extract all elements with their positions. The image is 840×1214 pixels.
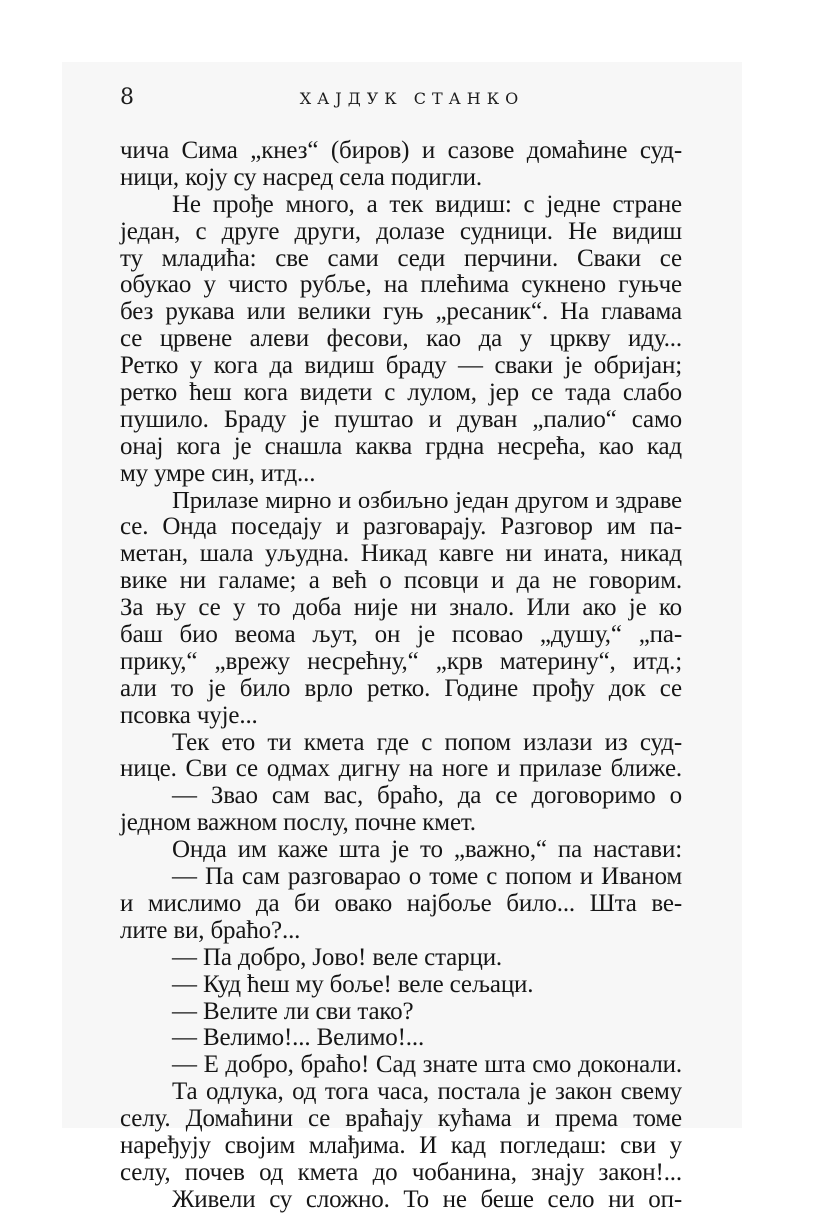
text-line: обукао у чисто рубље, на плећима сукнено гуњче	[120, 271, 682, 299]
text-line: — Па добро, Јово! веле старци.	[172, 943, 503, 971]
text-line: једном важном послу, почне кмет.	[120, 809, 476, 837]
text-line: ници, коју су насред села подигли.	[120, 163, 482, 191]
text-line: вике ни галаме; а већ о псовци и да не говорим.	[120, 567, 682, 595]
text-line: Ретко у кога да видиш браду — сваки је обријан;	[120, 352, 682, 380]
text-line: Живели су сложно. То не беше село ни оп-	[172, 1185, 682, 1213]
text-line: му умре син, итд...	[120, 459, 316, 487]
text-line: се. Онда поседају и разговарају. Разговор им па-	[120, 513, 682, 541]
text-line: псовка чује...	[120, 701, 258, 729]
text-line: — Звао сам вас, браћо, да се договоримо о	[172, 782, 682, 810]
text-line: али то је било врло ретко. Године прођу док се	[120, 674, 682, 702]
text-line: метан, шала уљудна. Никад кавге ни ината, никад	[120, 540, 682, 568]
running-title: ХАЈДУК СТАНКО	[299, 89, 525, 108]
text-line: пушило. Браду је пуштао и дуван „палио“ само	[120, 405, 682, 433]
text-line: — Велимо!... Велимо!...	[172, 1024, 425, 1052]
text-line: селу, почев од кмета до чобанина, знају закон!...	[120, 1158, 682, 1186]
text-line: ретко ћеш кога видети с лулом, јер се тада слабо	[120, 379, 682, 407]
text-line: наређују својим млађима. И кад погледаш: сви у	[120, 1131, 682, 1159]
body-text	[120, 138, 682, 1214]
page-header	[120, 84, 682, 112]
text-line: без рукава или велики гуњ „ресаник“. На главама	[120, 298, 682, 326]
text-line: и мислимо да би овако најбоље било... Шта ве-	[120, 889, 682, 917]
text-line: се црвене алеви фесови, као да у цркву иду...	[120, 325, 682, 353]
text-line: прику,“ „врежу несрећну,“ „крв материну“, итд.;	[120, 647, 682, 675]
text-line: — Куд ћеш му боље! веле сељаци.	[172, 970, 534, 998]
text-line: селу. Домаћини се враћају кућама и према томе	[120, 1105, 682, 1133]
text-line: Тек ето ти кмета где с попом излази из суд-	[172, 728, 682, 756]
text-line: баш био веома љут, он је псовао „душу,“ „па-	[120, 621, 682, 649]
page-number: 8	[120, 85, 134, 110]
text-line: чича Сима „кнез“ (биров) и сазове домаћине суд-	[120, 137, 682, 164]
text-line: — Е добро, браћо! Сад знате шта смо доконали.	[172, 1051, 682, 1079]
text-line: Онда им каже шта је то „важно,“ па настави:	[172, 836, 682, 864]
text-line: — Па сам разговарао о томе с попом и Иваном	[172, 863, 682, 891]
text-line: Прилазе мирно и озбиљно један другом и здраве	[172, 486, 682, 514]
text-line: нице. Сви се одмах дигну на ноге и прилазе ближе.	[120, 755, 682, 783]
text-line: онај кога је снашла каква грдна несрећа, као кад	[120, 432, 682, 460]
text-line: За њу се у то доба није ни знало. Или ако је ко	[120, 594, 682, 622]
text-line: ту младића: све сами седи перчини. Сваки се	[120, 244, 682, 272]
text-line: Та одлука, од тога часа, постала је закон свему	[172, 1078, 682, 1106]
text-line: — Велите ли сви тако?	[172, 997, 414, 1025]
text-line: један, с друге други, долазе судници. Не видиш	[120, 217, 682, 245]
text-line: лите ви, браћо?...	[120, 916, 301, 944]
text-line: Не прође много, а тек видиш: с једне стране	[172, 190, 682, 218]
